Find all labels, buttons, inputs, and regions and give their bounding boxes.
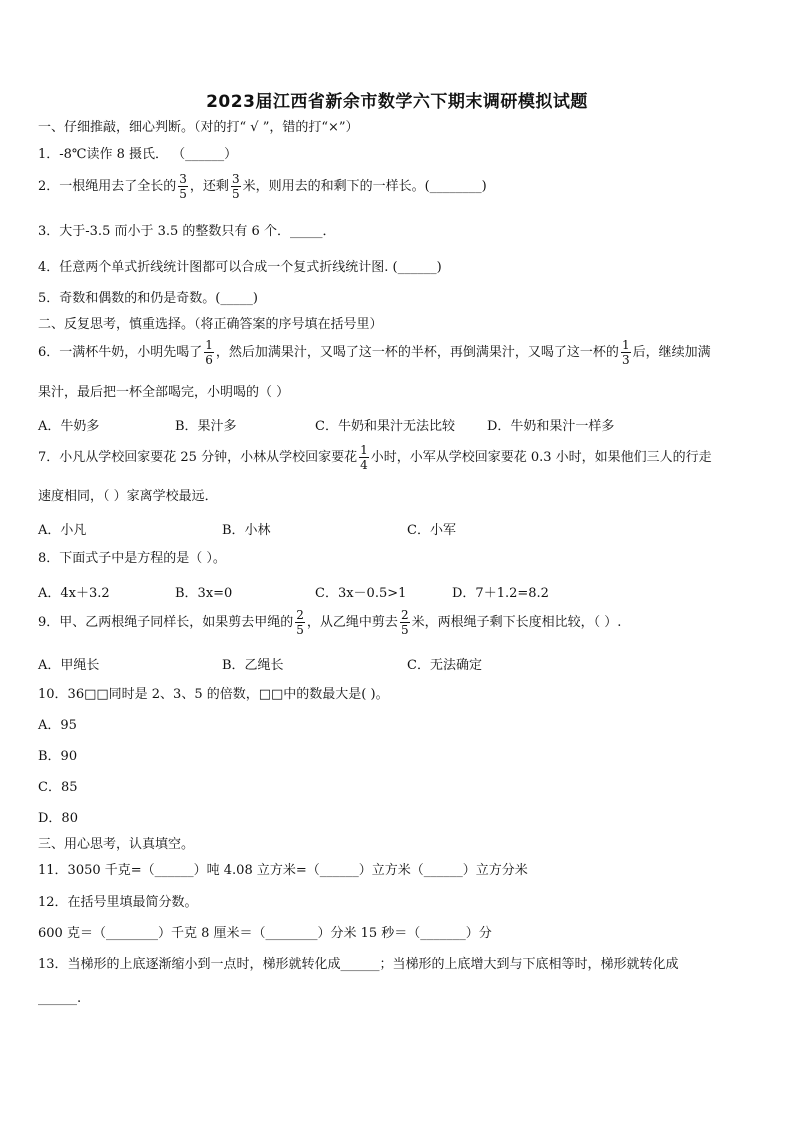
fraction-numerator: 1 bbox=[621, 338, 630, 352]
question-7-text-a: 7．小凡从学校回家要花 25 分钟，小林从学校回家要花 bbox=[38, 450, 358, 465]
question-12-line-2: 600 克＝（________）千克 8 厘米＝（________）分米 15 秒＝（_______）分 bbox=[38, 926, 492, 941]
question-1: 1．-8℃读作 8 摄氏． （______） bbox=[38, 147, 238, 162]
question-7 bbox=[38, 443, 712, 472]
q9-option-a: A．甲绳长 bbox=[38, 658, 100, 673]
question-10: 10．36□□同时是 2、3、5 的倍数，□□中的数最大是( )。 bbox=[38, 687, 389, 702]
question-6-text-b: ，然后加满果汁，又喝了这一杯的半杯，再倒满果汁，又喝了这一杯的 bbox=[215, 345, 619, 360]
q10-option-b: B．90 bbox=[38, 749, 78, 764]
fraction-numerator: 2 bbox=[296, 608, 304, 622]
fraction bbox=[400, 608, 410, 637]
question-5: 5．奇数和偶数的和仍是奇数。(_____) bbox=[38, 291, 258, 306]
question-12: 12．在括号里填最简分数。 bbox=[38, 895, 198, 910]
fraction-numerator: 1 bbox=[205, 338, 213, 352]
q8-option-b: B．3x=0 bbox=[175, 586, 233, 601]
q8-option-c: C．3x－0.5>1 bbox=[315, 586, 407, 601]
question-6 bbox=[38, 338, 711, 367]
question-2 bbox=[38, 172, 487, 201]
q6-option-b: B．果汁多 bbox=[175, 419, 237, 434]
fraction-denominator: 5 bbox=[296, 623, 304, 637]
question-3: 3．大于-3.5 而小于 3.5 的整数只有 6 个．_____． bbox=[38, 224, 336, 239]
question-9-text-c: 米，两根绳子剩下长度相比较，（ ）. bbox=[411, 615, 622, 630]
fraction bbox=[178, 172, 188, 201]
question-7-line-2: 速度相同，（ ）家离学校最远． bbox=[38, 489, 218, 504]
section-heading-2: 二、反复思考，慎重选择。（将正确答案的序号填在括号里） bbox=[38, 317, 383, 332]
question-11: 11．3050 千克=（______）吨 4.08 立方米=（______）立方米（______）立方分米 bbox=[38, 863, 528, 878]
question-6-text-c: 后，继续加满 bbox=[632, 345, 711, 360]
fraction bbox=[295, 608, 305, 637]
q6-option-c: C．牛奶和果汁无法比较 bbox=[315, 419, 455, 434]
q6-option-a: A．牛奶多 bbox=[38, 419, 100, 434]
section-heading-3: 三、用心思考，认真填空。 bbox=[38, 837, 195, 852]
fraction-numerator: 3 bbox=[179, 172, 187, 186]
fraction-numerator: 3 bbox=[231, 172, 240, 186]
q7-option-a: A．小凡 bbox=[38, 523, 87, 538]
q8-option-d: D．7＋1.2=8.2 bbox=[452, 586, 549, 601]
question-6-text-a: 6．一满杯牛奶，小明先喝了 bbox=[38, 345, 203, 360]
section-heading-1: 一、仔细推敲，细心判断。（对的打“ √ ”，错的打“×”） bbox=[38, 120, 359, 135]
fraction-denominator: 3 bbox=[621, 353, 630, 367]
fraction bbox=[621, 338, 631, 367]
q10-option-c: C．85 bbox=[38, 780, 78, 795]
fraction-numerator: 2 bbox=[400, 608, 409, 622]
question-2-text-c: 米，则用去的和剩下的一样长。(________) bbox=[242, 179, 487, 194]
question-13: 13．当梯形的上底逐渐缩小到一点时，梯形就转化成______；当梯形的上底增大到与下底相等时，梯形就转化成 bbox=[38, 957, 679, 972]
fraction-numerator: 1 bbox=[360, 443, 368, 457]
question-4: 4．任意两个单式折线统计图都可以合成一个复式折线统计图. (______) bbox=[38, 260, 442, 275]
q6-option-d: D．牛奶和果汁一样多 bbox=[487, 419, 615, 434]
question-8: 8．下面式子中是方程的是（ ）。 bbox=[38, 551, 226, 566]
fraction-denominator: 5 bbox=[231, 187, 240, 201]
question-9-text-b: ，从乙绳中剪去 bbox=[306, 615, 398, 630]
fraction-denominator: 5 bbox=[179, 187, 187, 201]
q8-option-a: A．4x＋3.2 bbox=[38, 586, 110, 601]
question-2-text-a: 2．一根绳用去了全长的 bbox=[38, 179, 177, 194]
question-6-line-2: 果汁，最后把一杯全部喝完，小明喝的（ ） bbox=[38, 385, 290, 400]
question-2-text-b: ，还剩 bbox=[189, 179, 229, 194]
fraction bbox=[231, 172, 241, 201]
q10-option-d: D．80 bbox=[38, 811, 78, 826]
fraction-denominator: 6 bbox=[205, 353, 213, 367]
q7-option-b: B．小林 bbox=[222, 523, 271, 538]
question-13-line-2: ______. bbox=[38, 991, 82, 1006]
q9-option-c: C．无法确定 bbox=[407, 658, 482, 673]
question-7-text-b: 小时，小军从学校回家要花 0.3 小时，如果他们三人的行走 bbox=[370, 450, 712, 465]
page-title: 2023届江西省新余市数学六下期末调研模拟试题 bbox=[206, 92, 588, 112]
fraction-denominator: 5 bbox=[400, 623, 409, 637]
q9-option-b: B．乙绳长 bbox=[222, 658, 284, 673]
question-9-text-a: 9．甲、乙两根绳子同样长，如果剪去甲绳的 bbox=[38, 615, 294, 630]
fraction-denominator: 4 bbox=[360, 458, 368, 472]
q10-option-a: A．95 bbox=[38, 718, 77, 733]
question-9 bbox=[38, 608, 621, 637]
fraction bbox=[204, 338, 214, 367]
fraction bbox=[359, 443, 369, 472]
q7-option-c: C．小军 bbox=[407, 523, 456, 538]
